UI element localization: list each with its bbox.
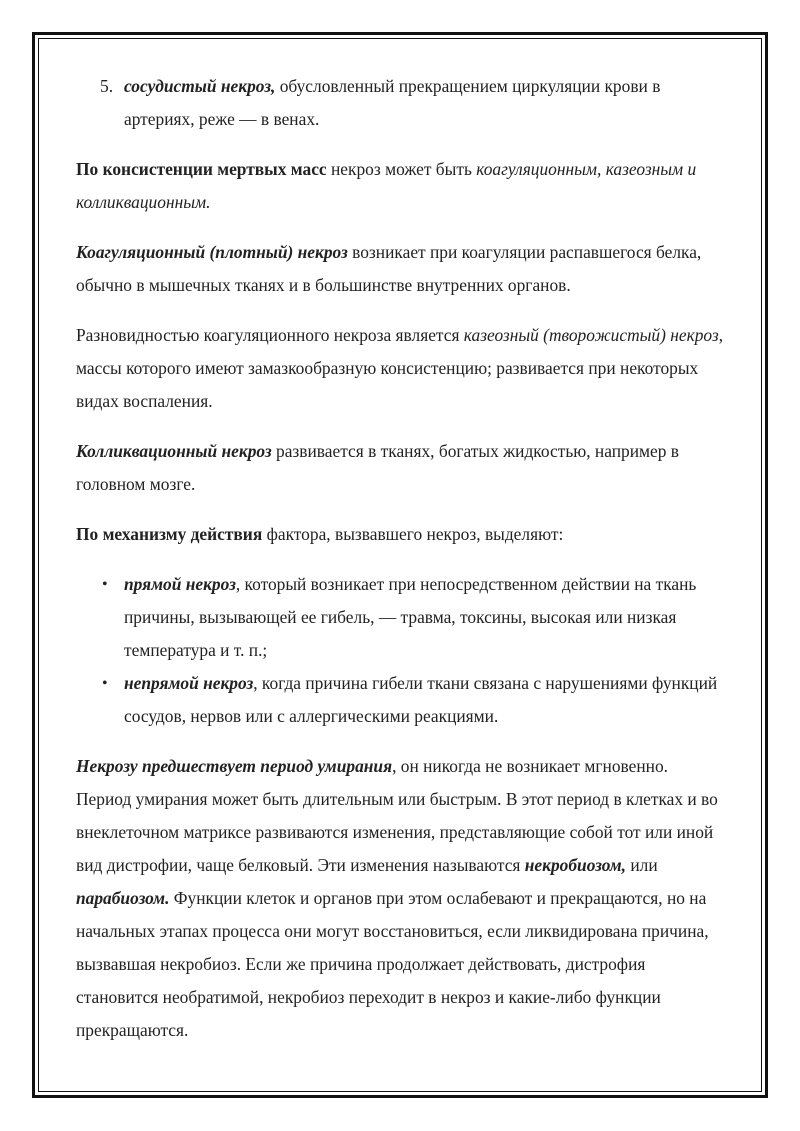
paragraph-text: некроз может быть: [326, 159, 477, 179]
list-item-text: обусловленный прекращением циркуляции крови в артериях, реже — в венах.: [124, 76, 661, 129]
paragraph-text: , массы которого имеют замазкообразную консистенцию; развивается при некоторых видах воспаления.: [76, 325, 724, 411]
list-item: [124, 568, 726, 667]
document-body: [76, 70, 726, 1064]
paragraph-text: , он никогда не возникает мгновенно. Период умирания может быть длительным или быстрым. В этот период в клетках и во внеклеточном матриксе развиваются изменения, представляющие собой тот или иной вид дистрофии, чаще белковый. Эти изменения называются: [76, 756, 718, 875]
italic-caseous-necrosis: казеозный (творожистый) некроз: [463, 325, 719, 345]
italic-types: коагуляционным, казеозным и колликвационным.: [76, 159, 697, 212]
term-coagulation-necrosis: Коагуляционный (плотный) некроз: [76, 242, 348, 262]
list-item: [124, 667, 726, 733]
term-vascular-necrosis: сосудистый некроз,: [124, 76, 276, 96]
term-colliquation-necrosis: Колликвационный некроз: [76, 441, 272, 461]
paragraph-mechanism: [76, 518, 726, 551]
list-number: 5.: [100, 76, 114, 96]
paragraph-text: Функции клеток и органов при этом ослабевают и прекращаются, но на начальных этапах процесса они могут восстановиться, если ликвидирована причина, вызвавшая некробиоз. Если же причина продолжает действовать, дистрофия становится необратимой, некробиоз переходит в некроз и какие-либо функции прекращаются.: [76, 888, 709, 1040]
numbered-list: [76, 70, 726, 136]
paragraph-text: развивается в тканях, богатых жидкостью, например в головном мозге.: [76, 441, 680, 494]
term-direct-necrosis: прямой некроз: [124, 574, 236, 594]
list-item-text: , который возникает при непосредственном действии на ткань причины, вызывающей ее гибель, — травма, токсины, высокая или низкая температура и т. п.;: [124, 574, 697, 660]
bullet-list: [76, 568, 726, 733]
paragraph-colliquation: [76, 435, 726, 501]
paragraph-dying-period: [76, 750, 726, 1047]
paragraph-consistency: [76, 153, 726, 219]
bold-heading-consistency: По консистенции мертвых масс: [76, 159, 327, 179]
term-indirect-necrosis: непрямой некроз: [124, 673, 254, 693]
paragraph-caseous: [76, 319, 726, 418]
term-necrobiosis: некробиозом,: [524, 855, 627, 875]
paragraph-text: возникает при коагуляции распавшегося белка, обычно в мышечных тканях и в большинстве внутренних органов.: [76, 242, 702, 295]
list-item: [100, 70, 726, 136]
paragraph-text: фактора, вызвавшего некроз, выделяют:: [262, 524, 564, 544]
paragraph-coagulation: [76, 236, 726, 302]
term-parabiosis: парабиозом.: [76, 888, 170, 908]
term-dying-period: Некрозу предшествует период умирания: [76, 756, 393, 776]
paragraph-text: или: [626, 855, 658, 875]
bold-heading-mechanism: По механизму действия: [76, 524, 263, 544]
list-item-text: , когда причина гибели ткани связана с нарушениями функций сосудов, нервов или с аллергическими реакциями.: [124, 673, 718, 726]
paragraph-text: Разновидностью коагуляционного некроза является: [76, 325, 464, 345]
